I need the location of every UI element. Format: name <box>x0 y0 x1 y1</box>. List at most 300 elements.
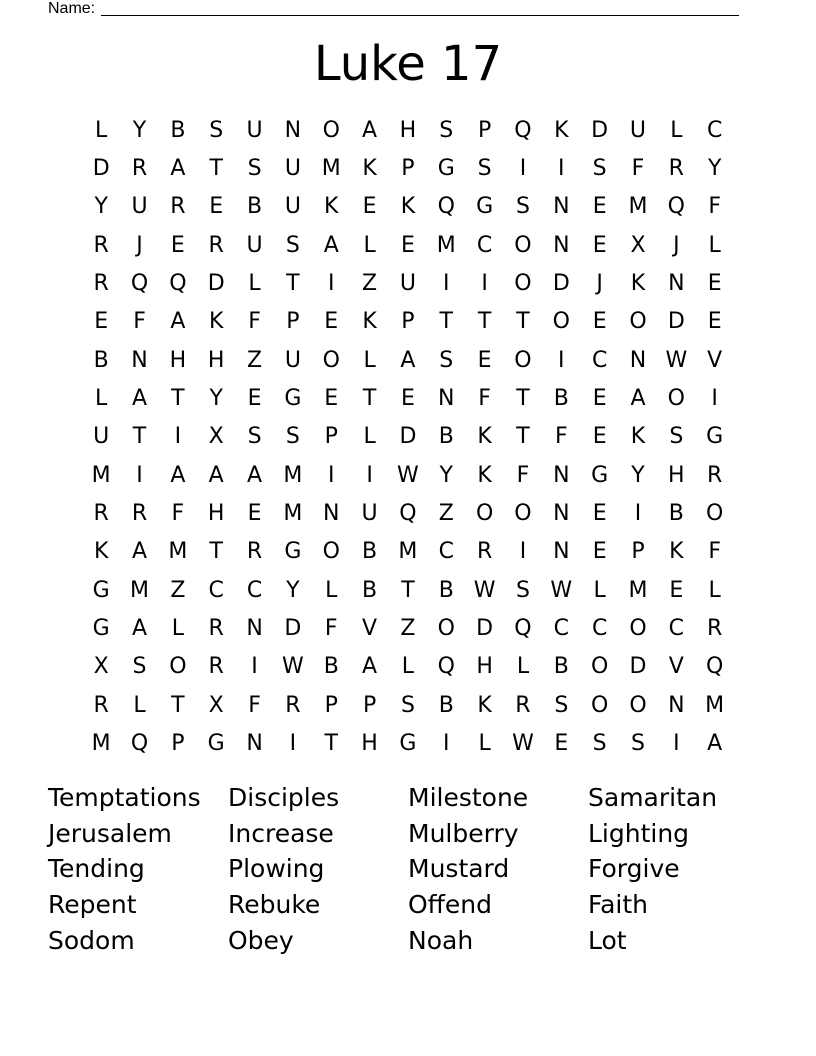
grid-letter[interactable]: N <box>668 692 685 718</box>
grid-letter[interactable]: E <box>592 539 607 565</box>
grid-letter[interactable]: T <box>401 577 415 603</box>
grid-letter[interactable]: E <box>324 386 339 412</box>
grid-letter[interactable]: R <box>93 692 109 718</box>
grid-letter[interactable]: X <box>208 424 224 450</box>
grid-letter[interactable]: F <box>171 501 185 527</box>
grid-letter[interactable]: S <box>285 424 300 450</box>
grid-letter[interactable]: E <box>400 386 415 412</box>
grid-letter[interactable]: R <box>208 616 224 642</box>
grid-letter[interactable]: U <box>131 194 148 220</box>
grid-letter[interactable]: B <box>553 654 569 680</box>
grid-letter[interactable]: G <box>284 539 302 565</box>
grid-letter[interactable]: R <box>476 539 493 565</box>
grid-letter[interactable]: S <box>669 424 684 450</box>
grid-letter[interactable]: C <box>591 616 608 642</box>
grid-letter[interactable]: W <box>473 577 496 603</box>
grid-letter[interactable]: D <box>207 271 225 297</box>
grid-letter[interactable]: W <box>282 654 304 680</box>
grid-letter[interactable]: N <box>553 539 570 565</box>
word-list-item: Disciples <box>228 783 340 812</box>
grid-letter[interactable]: I <box>673 731 680 757</box>
grid-letter[interactable]: G <box>92 577 110 603</box>
grid-letter[interactable]: L <box>478 731 491 757</box>
grid-letter[interactable]: L <box>670 117 683 143</box>
grid-letter[interactable]: I <box>711 386 718 412</box>
grid-letter[interactable]: I <box>136 462 143 488</box>
grid-letter[interactable]: R <box>131 156 148 182</box>
grid-letter[interactable]: M <box>398 539 418 565</box>
grid-letter[interactable]: M <box>628 577 648 603</box>
grid-letter[interactable]: B <box>438 692 454 718</box>
grid-letter[interactable]: B <box>438 577 454 603</box>
grid-letter[interactable]: K <box>362 309 377 335</box>
grid-letter[interactable]: T <box>439 309 453 335</box>
grid-letter[interactable]: S <box>592 731 607 757</box>
grid-letter[interactable]: H <box>361 731 378 757</box>
grid-letter[interactable]: F <box>631 156 645 182</box>
grid-letter[interactable]: R <box>93 501 109 527</box>
grid-letter[interactable]: A <box>247 462 263 488</box>
grid-letter[interactable]: Q <box>514 616 532 642</box>
grid-letter[interactable]: Y <box>631 462 645 488</box>
grid-letter[interactable]: I <box>558 347 565 373</box>
grid-letter[interactable]: O <box>590 692 609 718</box>
grid-letter[interactable]: R <box>170 194 186 220</box>
grid-letter[interactable]: E <box>400 232 415 258</box>
grid-letter[interactable]: M <box>436 232 456 258</box>
grid-letter[interactable]: W <box>512 731 534 757</box>
grid-letter[interactable]: S <box>209 117 224 143</box>
grid-letter[interactable]: F <box>248 309 261 335</box>
grid-letter[interactable]: I <box>327 271 335 297</box>
word-list <box>48 780 768 958</box>
grid-letter[interactable]: A <box>170 462 186 488</box>
grid-letter[interactable]: P <box>401 309 415 335</box>
grid-letter[interactable]: G <box>207 731 225 757</box>
grid-letter[interactable]: P <box>324 424 338 450</box>
word-list-item: Offend <box>408 890 492 920</box>
grid-letter[interactable]: C <box>668 616 685 642</box>
grid-letter[interactable]: T <box>362 386 377 412</box>
grid-letter[interactable]: T <box>209 539 223 565</box>
grid-letter[interactable]: I <box>174 424 182 450</box>
grid-letter[interactable]: G <box>284 386 302 412</box>
grid-letter[interactable]: A <box>208 462 224 488</box>
grid-letter[interactable]: M <box>91 462 111 488</box>
grid-letter[interactable]: S <box>285 232 300 258</box>
grid-letter[interactable]: K <box>630 271 646 297</box>
grid-letter[interactable]: O <box>552 309 570 335</box>
grid-letter[interactable]: O <box>514 271 532 297</box>
grid-letter[interactable]: F <box>554 424 568 450</box>
grid-letter[interactable]: L <box>133 692 146 718</box>
grid-letter[interactable]: L <box>516 654 530 680</box>
grid-letter[interactable]: J <box>136 232 143 258</box>
grid-letter[interactable]: S <box>247 424 262 450</box>
grid-letter[interactable]: Z <box>170 577 186 603</box>
grid-letter[interactable]: F <box>478 386 491 412</box>
grid-letter[interactable]: L <box>708 232 721 258</box>
grid-letter[interactable]: V <box>362 616 378 642</box>
grid-letter[interactable]: S <box>515 194 530 220</box>
grid-letter[interactable]: G <box>399 731 417 757</box>
grid-letter[interactable]: S <box>554 692 569 718</box>
grid-letter[interactable]: O <box>629 309 647 335</box>
grid-letter[interactable]: T <box>516 386 530 412</box>
grid-letter[interactable]: S <box>132 654 147 680</box>
grid-letter[interactable]: K <box>554 117 569 143</box>
grid-letter[interactable]: I <box>519 539 527 565</box>
grid-letter[interactable]: P <box>362 692 377 718</box>
grid-letter[interactable]: N <box>553 232 570 258</box>
grid-letter[interactable]: B <box>323 654 339 680</box>
word-list-item: Mustard <box>408 854 510 884</box>
grid-letter[interactable]: N <box>553 501 570 527</box>
grid-letter[interactable]: H <box>476 654 493 680</box>
grid-letter[interactable]: L <box>363 232 376 258</box>
grid-letter[interactable]: I <box>443 271 450 297</box>
grid-letter[interactable]: E <box>669 577 684 603</box>
grid-letter[interactable]: M <box>130 577 149 603</box>
grid-letter[interactable]: T <box>209 156 223 182</box>
grid-letter[interactable]: F <box>516 462 530 488</box>
grid-letter[interactable]: Z <box>362 271 378 297</box>
grid-letter[interactable]: O <box>322 117 340 143</box>
grid-letter[interactable]: H <box>169 347 187 373</box>
grid-letter[interactable]: T <box>516 424 530 450</box>
grid-letter[interactable]: Y <box>439 462 453 488</box>
grid-letter[interactable]: B <box>438 424 454 450</box>
grid-letter[interactable]: A <box>131 616 148 642</box>
grid-letter[interactable]: A <box>400 347 416 373</box>
grid-letter[interactable]: U <box>93 424 110 450</box>
grid-letter[interactable]: F <box>248 692 261 718</box>
page-title: Luke 17 <box>313 36 503 92</box>
grid-letter[interactable]: O <box>322 347 340 373</box>
grid-letter[interactable]: I <box>327 462 335 488</box>
grid-letter[interactable]: P <box>171 731 185 757</box>
grid-letter[interactable]: G <box>706 424 724 450</box>
grid-letter[interactable]: W <box>397 462 419 488</box>
grid-letter[interactable]: D <box>284 616 302 642</box>
grid-letter[interactable]: O <box>706 501 724 527</box>
grid-letter[interactable]: T <box>171 692 185 718</box>
grid-letter[interactable]: E <box>707 271 722 297</box>
grid-letter[interactable]: W <box>550 577 573 603</box>
grid-letter[interactable]: F <box>708 194 721 220</box>
grid-letter[interactable]: P <box>324 692 338 718</box>
grid-letter[interactable]: T <box>324 731 338 757</box>
grid-letter[interactable]: Q <box>130 271 149 297</box>
grid-letter[interactable]: G <box>476 194 494 220</box>
grid-letter[interactable]: A <box>170 309 186 335</box>
grid-letter[interactable]: Z <box>438 501 454 527</box>
grid-letter[interactable]: K <box>93 539 109 565</box>
grid-letter[interactable]: Q <box>706 654 724 680</box>
grid-letter[interactable]: R <box>246 539 263 565</box>
grid-letter[interactable]: F <box>133 309 146 335</box>
grid-letter[interactable]: A <box>707 731 723 757</box>
grid-letter[interactable]: P <box>477 117 492 143</box>
grid-letter[interactable]: S <box>247 156 262 182</box>
grid-letter[interactable]: K <box>477 424 492 450</box>
grid-letter[interactable]: Q <box>399 501 417 527</box>
grid-letter[interactable]: L <box>95 117 108 143</box>
grid-letter[interactable]: I <box>443 731 450 757</box>
grid-letter[interactable]: D <box>476 616 494 642</box>
grid-letter[interactable]: A <box>362 654 378 680</box>
grid-letter[interactable]: O <box>322 539 340 565</box>
grid-letter[interactable]: S <box>400 692 415 718</box>
name-label: Name: <box>48 0 96 17</box>
grid-letter[interactable]: P <box>401 156 415 182</box>
grid-letter[interactable]: T <box>132 424 147 450</box>
grid-letter[interactable]: D <box>92 156 110 182</box>
grid-letter[interactable]: C <box>591 347 608 373</box>
grid-letter[interactable]: X <box>93 654 109 680</box>
grid-letter[interactable]: C <box>553 616 569 642</box>
grid-letter[interactable]: E <box>362 194 377 220</box>
grid-letter[interactable]: H <box>207 501 225 527</box>
word-list-item: Sodom <box>48 925 135 955</box>
grid-letter[interactable]: S <box>439 117 454 143</box>
grid-letter[interactable]: L <box>95 386 108 412</box>
grid-letter[interactable]: S <box>631 731 645 757</box>
grid-letter[interactable]: F <box>708 539 721 565</box>
grid-letter[interactable]: B <box>93 347 109 373</box>
grid-letter[interactable]: L <box>325 577 338 603</box>
grid-letter[interactable]: B <box>553 386 569 412</box>
grid-letter[interactable]: H <box>399 117 417 143</box>
grid-letter[interactable]: N <box>438 386 455 412</box>
grid-letter[interactable]: W <box>665 347 688 373</box>
grid-letter[interactable]: S <box>515 577 530 603</box>
grid-letter[interactable]: E <box>170 232 185 258</box>
grid-letter[interactable]: X <box>208 692 224 718</box>
grid-letter[interactable]: E <box>94 309 109 335</box>
grid-letter[interactable]: D <box>399 424 417 450</box>
grid-letter[interactable]: C <box>438 539 454 565</box>
grid-letter[interactable]: O <box>629 692 647 718</box>
grid-letter[interactable]: E <box>477 347 492 373</box>
grid-letter[interactable]: U <box>629 117 647 143</box>
grid-letter[interactable]: N <box>553 462 570 488</box>
grid-letter[interactable]: K <box>477 462 492 488</box>
grid-letter[interactable]: B <box>362 577 378 603</box>
grid-letter[interactable]: S <box>477 156 492 182</box>
grid-letter[interactable]: R <box>208 232 224 258</box>
grid-letter[interactable]: E <box>324 309 339 335</box>
grid-letter[interactable]: P <box>286 309 300 335</box>
grid-letter[interactable]: Y <box>94 194 108 220</box>
grid-letter[interactable]: K <box>362 156 377 182</box>
word-list-item: Jerusalem <box>48 818 172 848</box>
grid-letter[interactable]: K <box>477 692 492 718</box>
grid-letter[interactable]: A <box>323 232 339 258</box>
grid-letter[interactable]: U <box>246 232 263 258</box>
grid-letter[interactable]: L <box>593 577 606 603</box>
grid-letter[interactable]: N <box>668 271 685 297</box>
grid-letter[interactable]: D <box>552 271 570 297</box>
grid-letter[interactable]: F <box>324 616 338 642</box>
word-list-item: Plowing <box>228 854 325 884</box>
grid-letter[interactable]: S <box>592 156 607 182</box>
grid-letter[interactable]: G <box>437 156 455 182</box>
grid-letter[interactable]: N <box>131 347 148 373</box>
grid-letter[interactable]: N <box>246 616 263 642</box>
grid-letter[interactable]: U <box>399 271 416 297</box>
grid-letter[interactable]: I <box>558 156 565 182</box>
grid-letter[interactable]: Y <box>286 577 300 603</box>
grid-letter[interactable]: O <box>667 386 685 412</box>
grid-letter[interactable]: O <box>514 501 532 527</box>
grid-letter[interactable]: D <box>629 654 647 680</box>
grid-letter[interactable]: O <box>475 501 494 527</box>
grid-letter[interactable]: E <box>592 232 607 258</box>
grid-letter[interactable]: X <box>630 232 646 258</box>
grid-letter[interactable]: G <box>591 462 609 488</box>
grid-letter[interactable]: N <box>629 347 647 373</box>
grid-letter[interactable]: N <box>553 194 570 220</box>
grid-letter[interactable]: K <box>208 309 224 335</box>
grid-letter[interactable]: B <box>170 117 186 143</box>
grid-letter[interactable]: B <box>668 501 684 527</box>
grid-letter[interactable]: R <box>707 462 723 488</box>
grid-letter[interactable]: L <box>363 424 376 450</box>
grid-letter[interactable]: E <box>707 309 722 335</box>
grid-letter[interactable]: L <box>248 271 261 297</box>
grid-letter[interactable]: O <box>169 654 187 680</box>
grid-letter[interactable]: Q <box>667 194 685 220</box>
grid-letter[interactable]: E <box>209 194 224 220</box>
grid-letter[interactable]: H <box>207 347 225 373</box>
grid-letter[interactable]: O <box>629 616 647 642</box>
grid-letter[interactable]: E <box>247 501 262 527</box>
grid-letter[interactable]: R <box>707 616 723 642</box>
grid-letter[interactable]: L <box>363 347 376 373</box>
grid-letter[interactable]: Q <box>514 117 532 143</box>
grid-letter[interactable]: D <box>591 117 609 143</box>
grid-letter[interactable]: M <box>628 194 648 220</box>
grid-letter[interactable]: R <box>515 692 531 718</box>
grid-letter[interactable]: L <box>171 616 184 642</box>
grid-letter[interactable]: A <box>131 386 148 412</box>
grid-letter[interactable]: U <box>361 501 378 527</box>
grid-letter[interactable]: T <box>286 271 300 297</box>
grid-letter[interactable]: Y <box>209 386 223 412</box>
grid-letter[interactable]: M <box>321 156 341 182</box>
grid-letter[interactable]: K <box>324 194 339 220</box>
grid-letter[interactable]: S <box>439 347 454 373</box>
grid-letter[interactable]: A <box>362 117 378 143</box>
grid-letter[interactable]: Y <box>132 117 147 143</box>
grid-letter[interactable]: J <box>673 232 680 258</box>
grid-letter[interactable]: Z <box>247 347 263 373</box>
grid-letter[interactable]: M <box>283 501 303 527</box>
grid-letter[interactable]: R <box>93 271 109 297</box>
grid-letter[interactable]: E <box>592 424 607 450</box>
grid-letter[interactable]: R <box>208 654 224 680</box>
grid-letter[interactable]: E <box>592 309 607 335</box>
grid-letter[interactable]: O <box>514 347 532 373</box>
grid-letter[interactable]: B <box>362 539 378 565</box>
grid-letter[interactable]: U <box>246 117 263 143</box>
grid-letter[interactable]: M <box>283 462 303 488</box>
grid-letter[interactable]: I <box>251 654 258 680</box>
grid-letter[interactable]: R <box>668 156 684 182</box>
grid-letter[interactable]: Q <box>169 271 187 297</box>
grid-letter[interactable]: R <box>93 232 109 258</box>
grid-letter[interactable]: C <box>476 232 493 258</box>
grid-letter[interactable]: O <box>514 232 532 258</box>
grid-letter[interactable]: T <box>171 386 185 412</box>
grid-letter[interactable]: E <box>592 501 607 527</box>
grid-letter[interactable]: R <box>131 501 148 527</box>
grid-letter[interactable]: A <box>630 386 646 412</box>
grid-letter[interactable]: Q <box>437 654 455 680</box>
grid-letter[interactable]: I <box>481 271 488 297</box>
grid-letter[interactable]: A <box>170 156 186 182</box>
grid-letter[interactable]: N <box>246 731 263 757</box>
grid-letter[interactable]: O <box>437 616 455 642</box>
grid-letter[interactable]: I <box>289 731 297 757</box>
grid-letter[interactable]: Q <box>437 194 455 220</box>
grid-letter[interactable]: K <box>400 194 416 220</box>
grid-letter[interactable]: T <box>477 309 492 335</box>
grid-letter[interactable]: K <box>669 539 684 565</box>
grid-letter[interactable]: Q <box>130 731 149 757</box>
grid-letter[interactable]: E <box>554 731 569 757</box>
grid-letter[interactable]: P <box>631 539 645 565</box>
grid-letter[interactable]: J <box>596 271 603 297</box>
grid-letter[interactable]: C <box>246 577 263 603</box>
grid-letter[interactable]: A <box>131 539 148 565</box>
grid-letter[interactable]: L <box>401 654 415 680</box>
grid-letter[interactable]: D <box>667 309 685 335</box>
grid-letter[interactable]: Z <box>400 616 416 642</box>
grid-letter[interactable]: E <box>247 386 262 412</box>
grid-letter[interactable]: U <box>284 347 301 373</box>
grid-letter[interactable]: H <box>668 462 685 488</box>
word-list-item: Lighting <box>588 818 690 848</box>
grid-letter[interactable]: V <box>707 347 723 373</box>
grid-letter[interactable]: M <box>705 692 725 718</box>
grid-letter[interactable]: M <box>91 731 111 757</box>
grid-letter[interactable]: B <box>247 194 263 220</box>
grid-letter[interactable]: I <box>366 462 373 488</box>
grid-letter[interactable]: U <box>284 194 301 220</box>
grid-letter[interactable]: M <box>168 539 188 565</box>
grid-letter[interactable]: C <box>208 577 224 603</box>
grid-letter[interactable]: Y <box>707 156 722 182</box>
grid-letter[interactable]: E <box>592 386 607 412</box>
grid-letter[interactable]: V <box>668 654 684 680</box>
grid-letter[interactable]: C <box>706 117 723 143</box>
grid-letter[interactable]: I <box>634 501 642 527</box>
grid-letter[interactable]: E <box>592 194 607 220</box>
grid-letter[interactable]: T <box>516 309 530 335</box>
grid-letter[interactable]: U <box>284 156 301 182</box>
grid-letter[interactable]: K <box>630 424 646 450</box>
grid-letter[interactable]: L <box>708 577 721 603</box>
grid-letter[interactable]: I <box>519 156 527 182</box>
grid-letter[interactable]: N <box>323 501 340 527</box>
grid-letter[interactable]: G <box>92 616 110 642</box>
grid-letter[interactable]: N <box>284 117 302 143</box>
word-list-item: Samaritan <box>588 783 718 812</box>
grid-letter[interactable]: O <box>590 654 609 680</box>
grid-letter[interactable]: R <box>285 692 301 718</box>
